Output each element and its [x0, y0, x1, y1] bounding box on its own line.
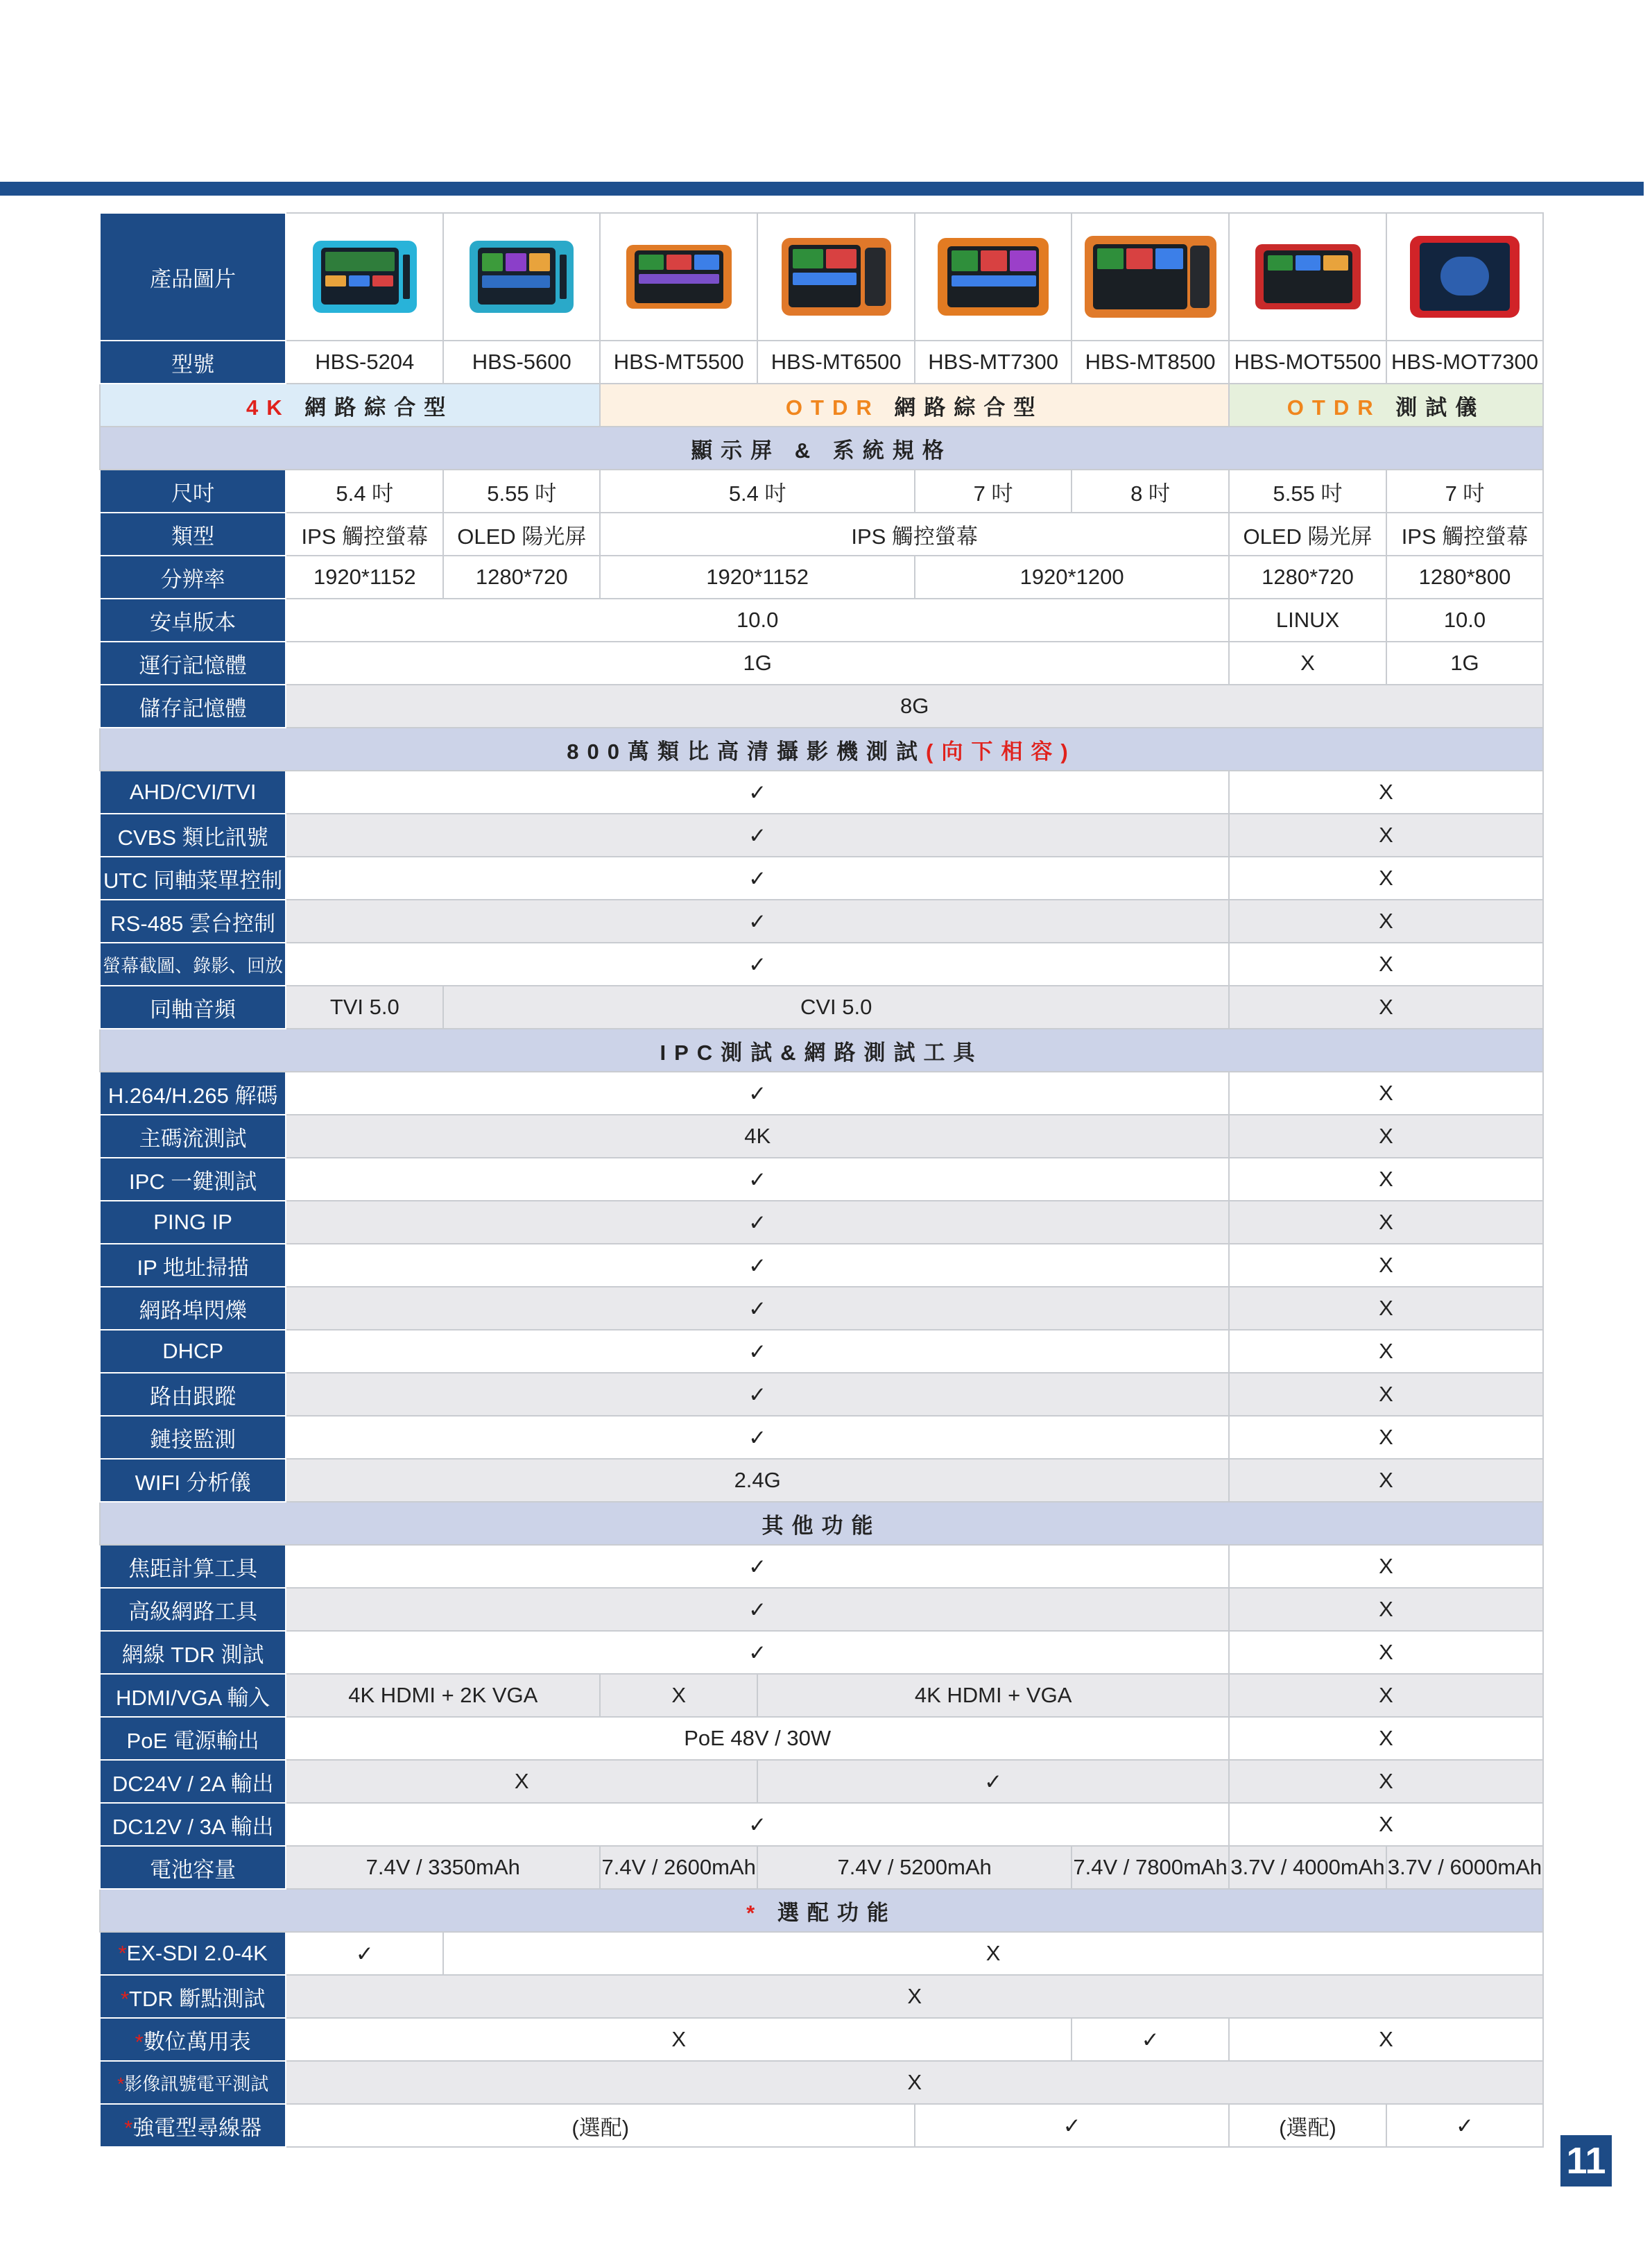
row-label-poe: PoE 電源輸出 — [100, 1717, 286, 1760]
value-cell: 1920*1200 — [915, 556, 1229, 599]
optional-star: * — [124, 2115, 133, 2140]
ram-row — [100, 642, 1543, 685]
value-cell: IPS 觸控螢幕 — [600, 513, 1229, 556]
top-accent-bar — [0, 182, 1644, 196]
model-row — [100, 341, 1543, 384]
row-label-ram: 運行記憶體 — [100, 642, 286, 685]
check-icon: ✓ — [286, 1330, 1229, 1373]
row-label-ping: PING IP — [100, 1201, 286, 1244]
check-icon: ✓ — [286, 1631, 1229, 1674]
value-cell: 10.0 — [286, 599, 1229, 642]
cross-icon: X — [1229, 814, 1543, 857]
cross-icon: X — [600, 1674, 757, 1717]
cross-icon: X — [1229, 1330, 1543, 1373]
model-cell: HBS-MOT5500 — [1229, 341, 1386, 384]
optional-star: * — [118, 1941, 127, 1965]
value-cell: 8G — [286, 685, 1543, 728]
row-label-rs485: RS-485 雲台控制 — [100, 900, 286, 943]
row-label-size: 尺吋 — [100, 470, 286, 513]
value-cell: 1280*800 — [1386, 556, 1543, 599]
row-label-dc24: DC24V / 2A 輸出 — [100, 1760, 286, 1803]
check-icon: ✓ — [286, 771, 1229, 814]
value-cell: CVI 5.0 — [443, 986, 1229, 1029]
storage-row — [100, 685, 1543, 728]
category-prefix: OTDR — [1287, 395, 1382, 420]
optional-star: * — [120, 1986, 130, 2011]
device-image-hbsmot5500 — [1229, 213, 1386, 341]
advnet-row — [100, 1588, 1543, 1631]
trace-row — [100, 1373, 1543, 1416]
value-cell: LINUX — [1229, 599, 1386, 642]
section-header-ipc: IPC測試&網路測試工具 — [100, 1029, 1543, 1072]
check-icon: ✓ — [286, 1545, 1229, 1588]
utc-row — [100, 857, 1543, 900]
row-label-resolution: 分辨率 — [100, 556, 286, 599]
type-row — [100, 513, 1543, 556]
value-cell: PoE 48V / 30W — [286, 1717, 1229, 1760]
tdr-break-row — [100, 1975, 1543, 2018]
focal-row — [100, 1545, 1543, 1588]
device-image-hbsmt7300 — [915, 213, 1072, 341]
exsdi-row — [100, 1932, 1543, 1975]
row-label-advnet: 高級網路工具 — [100, 1588, 286, 1631]
value-cell: TVI 5.0 — [286, 986, 443, 1029]
cross-icon: X — [1229, 986, 1543, 1029]
category-text: 網路綜合型 — [894, 395, 1044, 420]
row-label-type: 類型 — [100, 513, 286, 556]
value-cell: 5.4 吋 — [286, 470, 443, 513]
row-label-model: 型號 — [100, 341, 286, 384]
row-label-text: 強電型尋線器 — [132, 2115, 262, 2140]
category-4k-network — [100, 384, 600, 427]
check-icon: ✓ — [286, 1158, 1229, 1201]
wifi-row — [100, 1459, 1543, 1502]
device-image-hbsmt6500 — [757, 213, 915, 341]
link-row — [100, 1416, 1543, 1459]
row-label-dc12: DC12V / 3A 輸出 — [100, 1803, 286, 1846]
section-title: 800萬類比高清攝影機測試 — [567, 739, 927, 764]
check-icon: ✓ — [1072, 2018, 1229, 2061]
device-image-hbs5600 — [443, 213, 600, 341]
row-label-ipscan: IP 地址掃描 — [100, 1244, 286, 1287]
model-cell: HBS-5204 — [286, 341, 443, 384]
ipc-one-row — [100, 1158, 1543, 1201]
value-cell: 7.4V / 5200mAh — [757, 1846, 1072, 1889]
value-cell: 10.0 — [1386, 599, 1543, 642]
cross-icon: X — [443, 1932, 1543, 1975]
value-cell: OLED 陽光屏 — [443, 513, 600, 556]
row-label-port-flash: 網路埠閃爍 — [100, 1287, 286, 1330]
section-header-optional — [100, 1889, 1543, 1932]
cross-icon: X — [286, 2061, 1543, 2104]
row-label-text: 影像訊號電平測試 — [124, 2073, 269, 2094]
row-label-text: EX-SDI 2.0-4K — [126, 1941, 268, 1965]
row-label-utc: UTC 同軸菜單控制 — [100, 857, 286, 900]
cross-icon: X — [1229, 771, 1543, 814]
cross-icon: X — [1229, 1674, 1543, 1717]
value-cell: 7 吋 — [1386, 470, 1543, 513]
row-label-hdmi: HDMI/VGA 輸入 — [100, 1674, 286, 1717]
value-cell: 5.55 吋 — [443, 470, 600, 513]
ahd-row — [100, 771, 1543, 814]
cross-icon: X — [1229, 1158, 1543, 1201]
check-icon: ✓ — [286, 1416, 1229, 1459]
cross-icon: X — [286, 1975, 1543, 2018]
section-header-display: 顯示屏 & 系統規格 — [100, 427, 1543, 470]
check-icon: ✓ — [286, 814, 1229, 857]
value-cell: 1280*720 — [1229, 556, 1386, 599]
size-row — [100, 470, 1543, 513]
cross-icon: X — [1229, 1760, 1543, 1803]
model-cell: HBS-MT7300 — [915, 341, 1072, 384]
cross-icon: X — [1229, 1244, 1543, 1287]
row-label-text: 數位萬用表 — [143, 2029, 251, 2054]
cross-icon: X — [1229, 1459, 1543, 1502]
section-star: * — [746, 1900, 764, 1925]
check-icon: ✓ — [286, 1932, 443, 1975]
section-note: (向下相容) — [926, 739, 1076, 764]
check-icon: ✓ — [286, 1287, 1229, 1330]
cross-icon: X — [1229, 1588, 1543, 1631]
value-cell: 4K HDMI + VGA — [757, 1674, 1229, 1717]
cross-icon: X — [286, 1760, 757, 1803]
device-image-hbs5204 — [286, 213, 443, 341]
model-cell: HBS-MT8500 — [1072, 341, 1229, 384]
category-text: 測試儀 — [1395, 395, 1486, 420]
cross-icon: X — [1229, 1115, 1543, 1158]
section-title: 選配功能 — [777, 1900, 897, 1925]
poe-row — [100, 1717, 1543, 1760]
cross-icon: X — [1229, 1803, 1543, 1846]
row-label-multimeter — [100, 2018, 286, 2061]
coax-audio-row — [100, 986, 1543, 1029]
cross-icon: X — [1229, 1201, 1543, 1244]
check-icon: ✓ — [286, 1803, 1229, 1846]
category-prefix: OTDR — [785, 395, 880, 420]
value-cell: (選配) — [286, 2104, 915, 2147]
value-cell: IPS 觸控螢幕 — [286, 513, 443, 556]
row-label-tdr: 網線 TDR 測試 — [100, 1631, 286, 1674]
cross-icon: X — [1229, 1287, 1543, 1330]
row-label-cvbs: CVBS 類比訊號 — [100, 814, 286, 857]
check-icon: ✓ — [286, 857, 1229, 900]
check-icon: ✓ — [286, 900, 1229, 943]
cross-icon: X — [1229, 1717, 1543, 1760]
category-text: 網路綜合型 — [304, 395, 454, 420]
product-image-row — [100, 213, 1543, 341]
row-label-coax-audio: 同軸音頻 — [100, 986, 286, 1029]
model-cell: HBS-MT5500 — [600, 341, 757, 384]
cross-icon: X — [1229, 900, 1543, 943]
value-cell: 1920*1152 — [600, 556, 915, 599]
check-icon: ✓ — [757, 1760, 1229, 1803]
row-label-product-image: 產品圖片 — [100, 213, 286, 341]
check-icon: ✓ — [286, 943, 1229, 986]
value-cell: OLED 陽光屏 — [1229, 513, 1386, 556]
row-label-wifi: WIFI 分析儀 — [100, 1459, 286, 1502]
value-cell: 7.4V / 3350mAh — [286, 1846, 600, 1889]
value-cell: X — [1229, 642, 1386, 685]
page-number: 11 — [1560, 2135, 1612, 2187]
resolution-row — [100, 556, 1543, 599]
value-cell: 7 吋 — [915, 470, 1072, 513]
value-cell: 3.7V / 6000mAh — [1386, 1846, 1543, 1889]
device-image-hbsmt8500 — [1072, 213, 1229, 341]
value-cell: 7.4V / 2600mAh — [600, 1846, 757, 1889]
dc12-row — [100, 1803, 1543, 1846]
cross-icon: X — [1229, 2018, 1543, 2061]
optional-star: * — [117, 2073, 125, 2094]
cvbs-row — [100, 814, 1543, 857]
check-icon: ✓ — [286, 1373, 1229, 1416]
row-label-screenshot: 螢幕截圖、錄影、回放 — [100, 943, 286, 986]
cross-icon: X — [1229, 1416, 1543, 1459]
cross-icon: X — [1229, 1373, 1543, 1416]
value-cell: 5.55 吋 — [1229, 470, 1386, 513]
category-otdr-tester — [1229, 384, 1543, 427]
spec-comparison-table — [99, 212, 1544, 2148]
cross-icon: X — [286, 2018, 1072, 2061]
row-label-h264: H.264/H.265 解碼 — [100, 1072, 286, 1115]
model-cell: HBS-MOT7300 — [1386, 341, 1543, 384]
rs485-row — [100, 900, 1543, 943]
check-icon: ✓ — [286, 1072, 1229, 1115]
value-cell: 8 吋 — [1072, 470, 1229, 513]
dhcp-row — [100, 1330, 1543, 1373]
row-label-link: 鏈接監測 — [100, 1416, 286, 1459]
value-cell: 1G — [1386, 642, 1543, 685]
check-icon: ✓ — [286, 1588, 1229, 1631]
port-flash-row — [100, 1287, 1543, 1330]
check-icon: ✓ — [915, 2104, 1229, 2147]
value-cell: 4K HDMI + 2K VGA — [286, 1674, 600, 1717]
row-label-android: 安卓版本 — [100, 599, 286, 642]
row-label-focal: 焦距計算工具 — [100, 1545, 286, 1588]
row-label-trace: 路由跟蹤 — [100, 1373, 286, 1416]
row-label-exsdi — [100, 1932, 286, 1975]
cross-icon: X — [1229, 1072, 1543, 1115]
multimeter-row — [100, 2018, 1543, 2061]
row-label-dhcp: DHCP — [100, 1330, 286, 1373]
device-image-hbsmot7300 — [1386, 213, 1543, 341]
screenshot-row — [100, 943, 1543, 986]
tdr-row — [100, 1631, 1543, 1674]
dc24-row — [100, 1760, 1543, 1803]
check-icon: ✓ — [286, 1244, 1229, 1287]
mainstream-row — [100, 1115, 1543, 1158]
value-cell: (選配) — [1229, 2104, 1386, 2147]
video-level-row — [100, 2061, 1543, 2104]
battery-row — [100, 1846, 1543, 1889]
value-cell: 1920*1152 — [286, 556, 443, 599]
category-otdr-network — [600, 384, 1229, 427]
check-icon: ✓ — [286, 1201, 1229, 1244]
cable-tracer-row — [100, 2104, 1543, 2147]
device-image-hbsmt5500 — [600, 213, 757, 341]
row-label-video-level — [100, 2061, 286, 2104]
check-icon: ✓ — [1386, 2104, 1543, 2147]
category-prefix: 4K — [246, 395, 291, 420]
model-cell: HBS-5600 — [443, 341, 600, 384]
row-label-cable-tracer — [100, 2104, 286, 2147]
cross-icon: X — [1229, 943, 1543, 986]
h264-row — [100, 1072, 1543, 1115]
value-cell: 7.4V / 7800mAh — [1072, 1846, 1229, 1889]
row-label-ipc-one: IPC 一鍵測試 — [100, 1158, 286, 1201]
ipscan-row — [100, 1244, 1543, 1287]
optional-star: * — [135, 2029, 144, 2054]
cross-icon: X — [1229, 1545, 1543, 1588]
hdmi-row — [100, 1674, 1543, 1717]
section-header-analog — [100, 728, 1543, 771]
value-cell: 3.7V / 4000mAh — [1229, 1846, 1386, 1889]
section-header-other: 其他功能 — [100, 1502, 1543, 1545]
model-cell: HBS-MT6500 — [757, 341, 915, 384]
row-label-storage: 儲存記憶體 — [100, 685, 286, 728]
row-label-battery: 電池容量 — [100, 1846, 286, 1889]
value-cell: 1280*720 — [443, 556, 600, 599]
android-row — [100, 599, 1543, 642]
ping-row — [100, 1201, 1543, 1244]
cross-icon: X — [1229, 1631, 1543, 1674]
row-label-tdr-break — [100, 1975, 286, 2018]
row-label-text: TDR 斷點測試 — [129, 1986, 266, 2011]
row-label-mainstream: 主碼流測試 — [100, 1115, 286, 1158]
value-cell: IPS 觸控螢幕 — [1386, 513, 1543, 556]
value-cell: 2.4G — [286, 1459, 1229, 1502]
row-label-ahd: AHD/CVI/TVI — [100, 771, 286, 814]
value-cell: 1G — [286, 642, 1229, 685]
value-cell: 4K — [286, 1115, 1229, 1158]
value-cell: 5.4 吋 — [600, 470, 915, 513]
category-row — [100, 384, 1543, 427]
cross-icon: X — [1229, 857, 1543, 900]
